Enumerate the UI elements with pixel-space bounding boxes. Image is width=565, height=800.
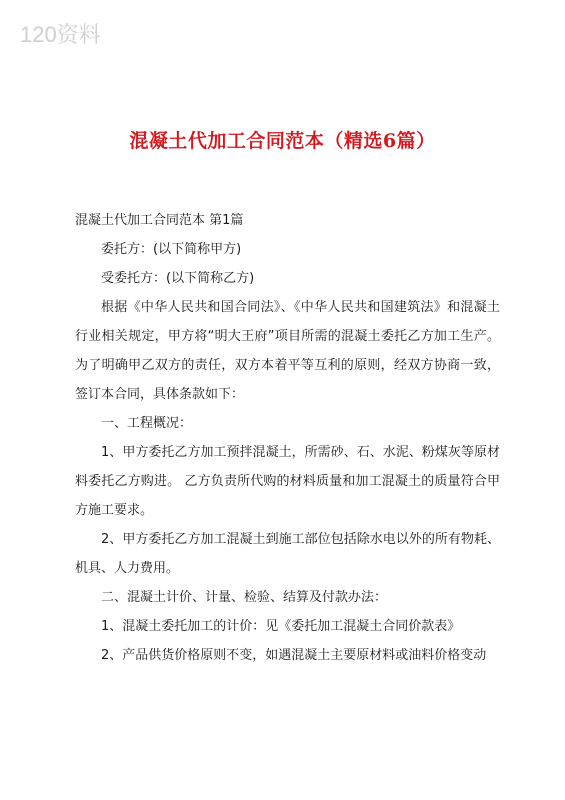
paragraph: 2、甲方委托乙方加工混凝土到施工部位包括除水电以外的所有物耗、机具、人力费用。: [75, 532, 500, 576]
paragraph: 2、产品供货价格原则不变，如遇混凝土主要原材料或油料价格变动: [101, 648, 487, 663]
paragraph: 委托方：(以下简称甲方): [101, 242, 242, 257]
paragraph: 1、甲方委托乙方加工预拌混凝土，所需砂、石、水泥、粉煤灰等原材料委托乙方购进。 乙方负责所代购的材料质量和加工混凝土的质量符合甲方施工要求。: [75, 445, 500, 518]
paragraph: 受委托方：(以下简称乙方): [101, 271, 255, 286]
watermark: 120资料: [20, 22, 101, 47]
paragraph: 根据《中华人民共和国合同法》、《中华人民共和国建筑法》和混凝土行业相关规定，甲方将“明大王府”项目所需的混凝土委托乙方加工生产。为了明确甲乙双方的责任，双方本着平等互利的原则，经双方协商一致，签订本合同，具体条款如下：: [75, 300, 500, 402]
section-heading: 混凝土代加工合同范本 第1篇: [75, 213, 244, 228]
paragraph: 二、混凝土计价、计量、检验、结算及付款办法：: [101, 590, 388, 605]
document-title: 混凝土代加工合同范本（精选6篇）: [129, 130, 436, 152]
document-body: [75, 206, 500, 670]
paragraph: 1、混凝土委托加工的计价：见《委托加工混凝土合同价款表》: [101, 619, 461, 634]
paragraph: 一、工程概况：: [101, 416, 193, 431]
